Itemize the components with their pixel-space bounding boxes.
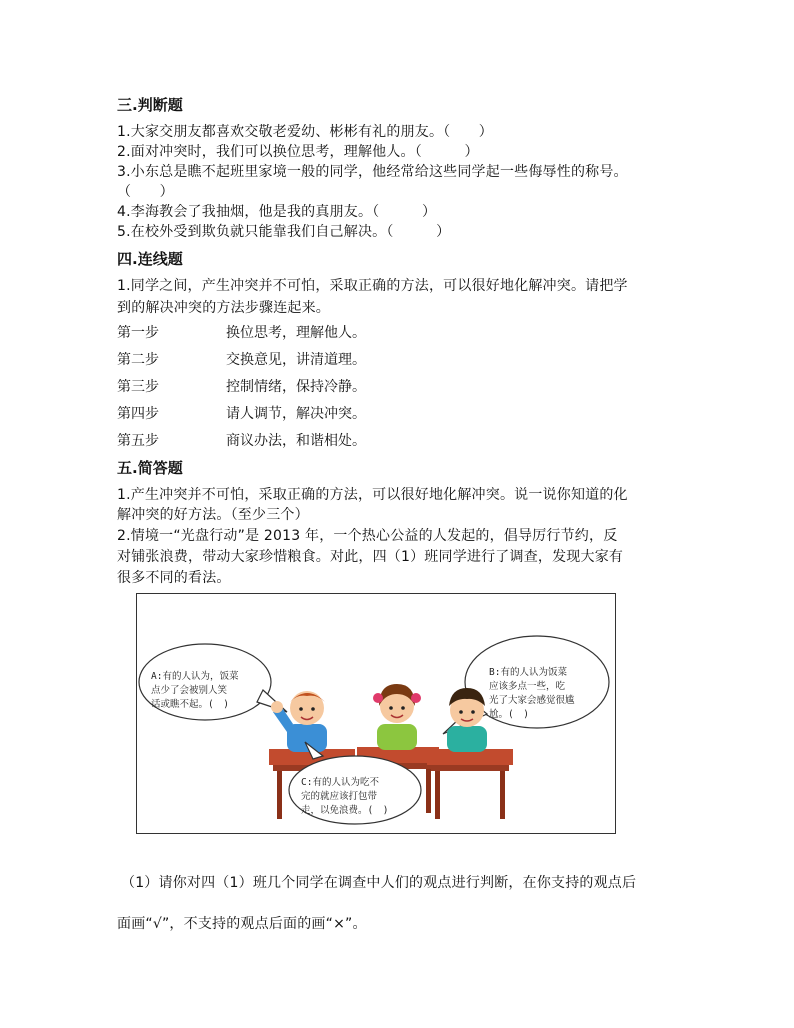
bubble-b-line-2: 应该多点一些，吃 — [489, 681, 566, 692]
matching-intro-line-1: 1.同学之间，产生冲突并不可怕，采取正确的方法，可以很好地化解冲突。请把学 — [117, 278, 628, 294]
bubble-a-line-3: 话或瞧不起。( ) — [151, 699, 229, 710]
short-answer-q2-line-1: 2.情境一“光盘行动”是 2013 年，一个热心公益的人发起的，倡导厉行节约，反 — [117, 528, 618, 544]
bubble-c-line-2: 完的就应该打包带 — [301, 791, 378, 802]
section-4-heading: 四.连线题 — [117, 250, 183, 268]
survey-illustration — [136, 593, 616, 834]
judgment-item-1: 1.大家交朋友都喜欢交敬老爱幼、彬彬有礼的朋友。（ ） — [117, 124, 493, 140]
bubble-b-line-4: 尬。( ) — [489, 709, 529, 720]
step-method-3: 控制情绪，保持冷静。 — [226, 379, 366, 395]
boy-raising-hand — [271, 691, 327, 752]
step-label-1: 第一步 — [117, 325, 159, 341]
matching-intro-line-2: 到的解决冲突的方法步骤连起来。 — [117, 300, 330, 316]
bubble-c-line-1: C:有的人认为吃不 — [301, 777, 379, 788]
judgment-item-2: 2.面对冲突时，我们可以换位思考，理解他人。（ ） — [117, 144, 479, 160]
short-answer-q1-line-2: 解冲突的好方法。（至少三个） — [117, 507, 309, 523]
step-method-5: 商议办法，和谐相处。 — [226, 433, 366, 449]
judgment-item-3-blank: （ ） — [117, 184, 174, 200]
section-5-heading: 五.简答题 — [117, 459, 183, 477]
desk-right — [427, 749, 513, 819]
section-3-heading: 三.判断题 — [117, 96, 183, 114]
bubble-c-line-3: 走，以免浪费。( ) — [301, 805, 389, 816]
bubble-b-line-1: B:有的人认为饭菜 — [489, 667, 567, 678]
short-answer-q2-line-3: 很多不同的看法。 — [117, 570, 231, 586]
step-method-4: 请人调节，解决冲突。 — [226, 406, 366, 422]
short-answer-q1-line-1: 1.产生冲突并不可怕，采取正确的方法，可以很好地化解冲突。说一说你知道的化 — [117, 487, 628, 503]
judgment-item-4: 4.李海教会了我抽烟，他是我的真朋友。（ ） — [117, 204, 437, 220]
step-method-2: 交换意见，讲清道理。 — [226, 352, 366, 368]
bubble-a-line-1: A:有的人认为，饭菜 — [151, 671, 239, 682]
judgment-item-3: 3.小东总是瞧不起班里家境一般的同学，他经常给这些同学起一些侮辱性的称号。 — [117, 164, 628, 180]
sub-question-line-1: （1）请你对四（1）班几个同学在调查中人们的观点进行判断，在你支持的观点后 — [121, 875, 637, 891]
bubble-b-line-3: 光了大家会感觉很尴 — [489, 695, 575, 706]
step-label-4: 第四步 — [117, 406, 159, 422]
step-label-3: 第三步 — [117, 379, 159, 395]
step-label-5: 第五步 — [117, 433, 159, 449]
girl-student — [373, 684, 421, 750]
bubble-a-line-2: 点少了会被别人笑 — [151, 685, 228, 696]
boy-right-student — [447, 688, 487, 752]
step-label-2: 第二步 — [117, 352, 159, 368]
step-method-1: 换位思考，理解他人。 — [226, 325, 366, 341]
sub-question-line-2: 面画“√”，不支持的观点后面的画“×”。 — [117, 916, 367, 932]
short-answer-q2-line-2: 对铺张浪费，带动大家珍惜粮食。对此，四（1）班同学进行了调查，发现大家有 — [117, 549, 624, 565]
judgment-item-5: 5.在校外受到欺负就只能靠我们自己解决。（ ） — [117, 224, 451, 240]
